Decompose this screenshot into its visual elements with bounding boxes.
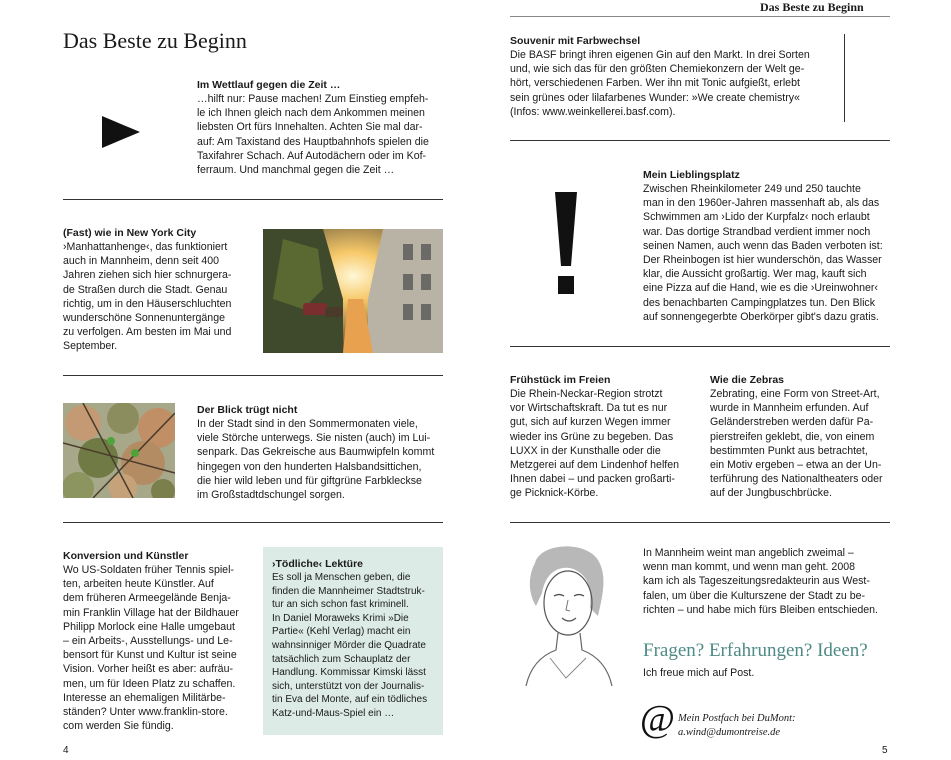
street-sunset-photo [263,229,443,353]
section-body: Die Rhein-Neckar-Region strotzt vor Wirtschaftskraft. Da tut es nur gut, sich auf kurzen Wegen immer wieder ins Grüne zu begeben. Das LUXX in der Kunsthalle oder die Metzgerei auf dem Lindenhof helfen Ihnen dabei – und packen großarti- ge Picknick-Körbe. [510,388,680,500]
section-newyork [63,226,253,354]
header-rule [510,16,890,17]
section-wettlauf [197,78,443,177]
section-blick [197,403,443,502]
section-body: ›Manhattanhenge‹, das funktioniert auch in Mannheim, denn seit 400 Jahren ziehen sich hier schnurgera- de Straßen durch die Stadt. Genau richtig, um in den Häuserschluchten wunderschöne Sonnenuntergänge zu verfolgen. Am besten im Mai und September. [63,241,232,353]
section-body: …hilft nur: Pause machen! Zum Einstieg empfeh- le ich Ihnen gleich nach dem Ankommen meinen liebsten Ort fürs Innehalten. Achten Sie mal dar- auf: Am Taxistand des Hauptbahnhofs spielen die Taxifahrer Schach. Auf Autodächern oder im Kof- ferraum. Und manchmal gegen die Zeit … [197,93,429,177]
section-heading: Der Blick trügt nicht [197,404,298,416]
section-heading: Frühstück im Freien [510,374,611,386]
section-lieblingsplatz [643,168,890,324]
divider [510,346,890,347]
section-heading: Mein Lieblingsplatz [643,169,740,181]
section-body: In der Stadt sind in den Sommermonaten viele, viele Störche unterwegs. Sie nisten (auch) im Lui- senpark. Das Gekreische aus Baumwipfeln kommt hingegen von den hunderten Halsbandsittichen, die hier wild leben und für giftgrüne Farbkleckse im Großstadtdschungel sorgen. [197,418,435,502]
section-souvenir [510,34,830,119]
divider [510,140,890,141]
page-number-left: 4 [63,745,69,756]
running-title: Das Beste zu Beginn [760,0,864,14]
lektuere-box [263,547,443,735]
author-note-body: In Mannheim weint man angeblich zweimal – wenn man kommt, und wenn man geht. 2008 kam ich als Tageszeitungsredakteurin aus West- falen, um über die Kulturszene der Stadt zu be- richten – und habe mich fürs Bleiben entschieden. [643,547,878,616]
questions-heading: Fragen? Erfahrungen? Ideen? [643,640,868,661]
divider [510,522,890,523]
section-zebras [710,373,890,501]
page-title: Das Beste zu Beginn [63,28,247,53]
exclamation-icon [547,192,585,303]
section-heading: Wie die Zebras [710,374,785,386]
divider [63,375,443,376]
postfach-label: Mein Postfach bei DuMont: [678,713,796,724]
author-note [643,546,890,617]
section-heading: Souvenir mit Farbwechsel [510,35,641,47]
page-number-right: 5 [882,745,888,756]
section-heading: Konversion und Künstler [63,550,189,562]
box-heading: ›Tödliche‹ Lektüre [272,558,364,570]
vertical-divider [844,34,845,122]
birds-in-tree-photo [63,403,175,498]
divider [63,522,443,523]
section-fruehstueck [510,373,692,501]
section-body: Wo US-Soldaten früher Tennis spiel- ten, arbeiten heute Künstler. Auf dem früheren Armeegelände Benja- min Franklin Village hat der Bildhauer Philipp Morlock eine Halle umgebaut – ein Arbeits-, Ausstellungs- und Le- bensort für Kunst und Kultur ist seine Vision. Vorher heißt es aber: aufräu- men, um für Ideen Platz zu schaffen. Interesse an ehemaligen Militärbe- ständen? Unter www.franklin-store. com werden Sie fündig. [63,564,239,733]
divider [63,199,443,200]
author-portrait-sketch [510,538,620,693]
section-body: Die BASF bringt ihren eigenen Gin auf den Markt. In drei Sorten und, wie sich das für den größten Chemiekonzern der Welt ge- hört, verschiedenen Farben. Wer ihn mit Tonic aufgießt, erlebt sein grünes oder lilafarbenes Wunder: »We create chemistry« (Infos: www.weinkellerei.basf.com). [510,49,810,118]
section-body: Zebrating, eine Form von Street-Art, wurde in Mannheim erfunden. Auf Geländerstreben werden dafür Pa- pierstreifen geklebt, die, von einem bestimmten Punkt aus betrachtet, ein Motiv ergeben – etwa an der Un- terführung des Nationaltheaters oder auf der Jungbuschbrücke. [710,388,883,500]
section-heading: (Fast) wie in New York City [63,227,197,239]
postfach-block [678,712,796,740]
postfach-email[interactable]: a.wind@dumontreise.de [678,727,781,738]
section-heading: Im Wettlauf gegen die Zeit … [197,79,341,91]
questions-subline: Ich freue mich auf Post. [643,667,755,679]
at-sign-icon: @ [640,698,675,740]
section-konversion [63,549,247,733]
box-body: Es soll ja Menschen geben, die finden die Mannheimer Stadtstruk- tur an sich schon fast kriminell. In Daniel Moraweks Krimi »Die Partie« (Kehl Verlag) macht ein wahnsinniger Mörder die Quadrate tatsächlich zum Schauplatz der Handlung. Kommissar Kimski lässt sich, unterstützt von der Journalis- tin Eva del Monte, auf ein tödliches Katz-und-Maus-Spiel ein … [272,572,428,719]
play-arrow-icon [102,116,140,153]
section-body: Zwischen Rheinkilometer 249 und 250 tauchte man in den 1960er-Jahren massenhaft ab, als das Schwimmen am ›Lido der Kurpfalz‹ noch erlaubt war. Das dortige Strandbad verdient immer noch seinen Namen, auch wenn das Baden verboten ist: Der Rheinbogen ist hier wunderschön, das Wasser klar, die Aussicht großartig. Wer mag, kauft sich eine Pizza auf die Hand, wie es die ›Ureinwohner‹ des benachbarten Campingplatzes tun. Den Blick auf sonnengegerbte Oberkörper gibt's dazu gratis. [643,183,883,323]
